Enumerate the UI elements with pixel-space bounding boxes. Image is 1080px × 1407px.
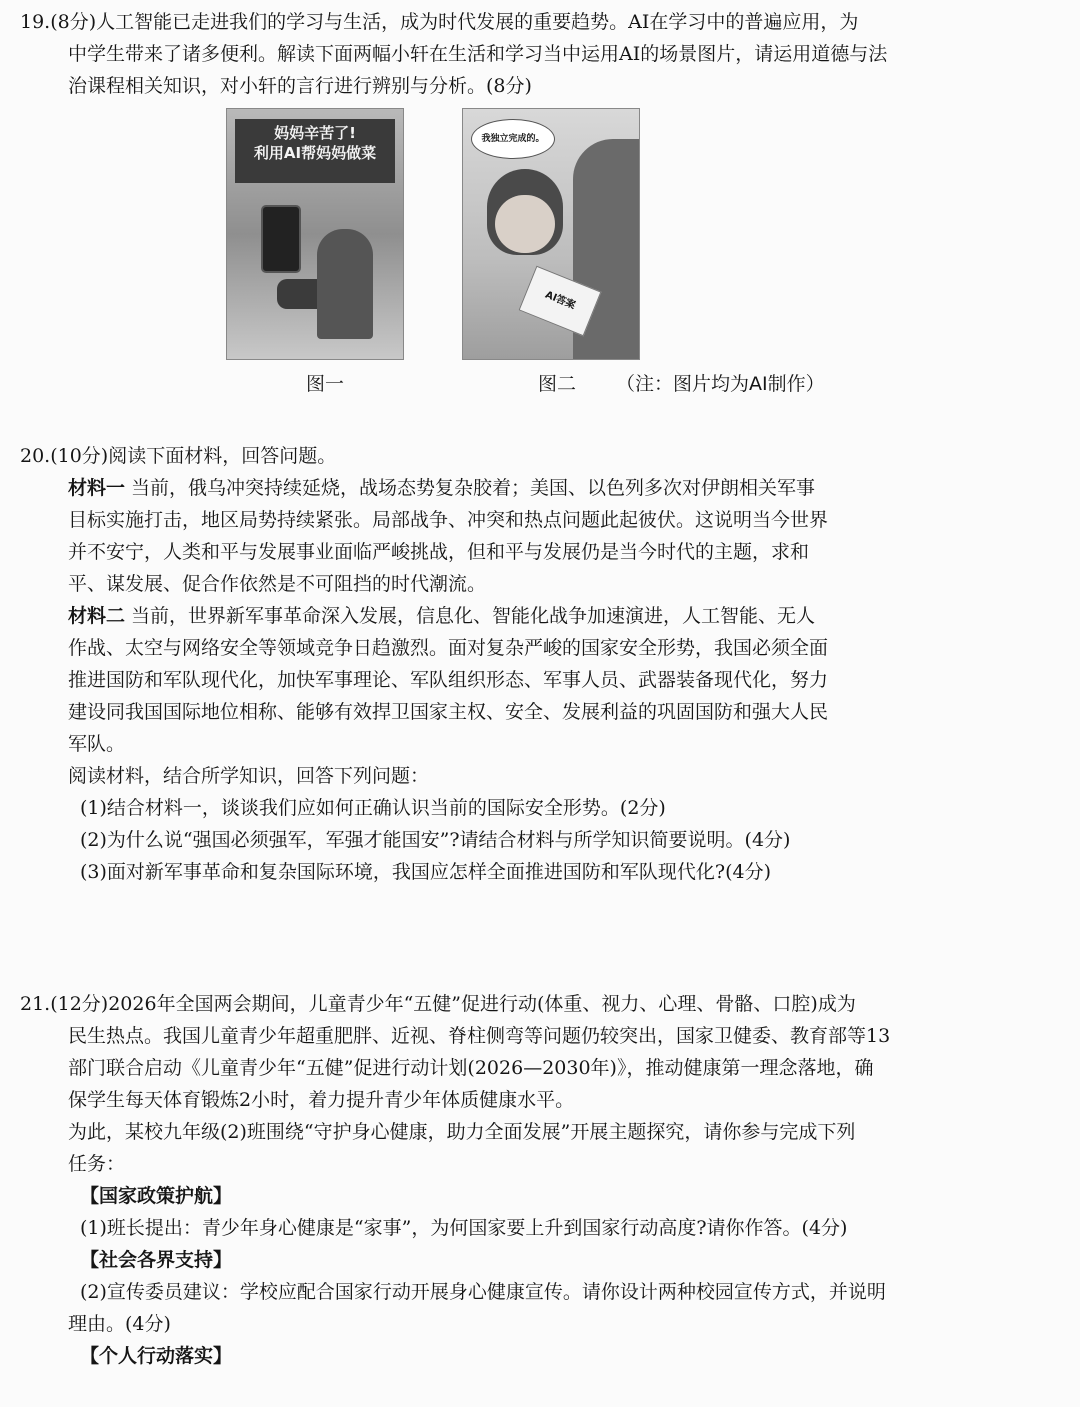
material-one-line: 当前，俄乌冲突持续延烧，战场态势复杂胶着；美国、以色列多次对伊朗相关军事 [125, 477, 816, 499]
q20-subquestion: (1)结合材料一，谈谈我们应如何正确认识当前的国际安全形势。(2分) [80, 797, 666, 819]
q21-stem-line: 民生热点。我国儿童青少年超重肥胖、近视、脊柱侧弯等问题仍较突出，国家卫健委、教育部等13 [68, 1025, 891, 1047]
q19-stem-line: 中学生带来了诸多便利。解读下面两幅小轩在生活和学习当中运用AI的场景图片，请运用道德与法 [68, 43, 888, 65]
material-one-line: 平、谋发展、促合作依然是不可阻挡的时代潮流。 [68, 573, 487, 595]
question-19 [20, 6, 1060, 440]
q20-subquestion: (2)为什么说“强国必须强军，军强才能国安”?请结合材料与所学知识简要说明。(4分) [80, 829, 791, 851]
answer-sheet: AI答案 [519, 266, 602, 337]
phone-icon [261, 205, 301, 273]
q21-stem-line: 部门联合启动《儿童青少年“五健”促进行动计划(2026—2030年)》，推动健康第一理念落地，确 [68, 1057, 874, 1079]
material-two-line: 当前，世界新军事革命深入发展，信息化、智能化战争加速演进，人工智能、无人 [125, 605, 816, 627]
section-heading-action: 【个人行动落实】 [80, 1345, 233, 1367]
child-face [495, 195, 555, 253]
q19-stem-line: 19.(8分)人工智能已走进我们的学习与生活，成为时代发展的重要趋势。AI在学习中的普遍应用，为 [20, 11, 859, 33]
figure-note: （注：图片均为AI制作） [616, 373, 825, 395]
q20-prompt: 阅读材料，结合所学知识，回答下列问题： [68, 765, 430, 787]
figure-two-caption: 图二 [538, 373, 577, 395]
material-two-line: 作战、太空与网络安全等领域竞争日趋激烈。面对复杂严峻的国家安全形势，我国必须全面 [68, 637, 829, 659]
figure-two-image [462, 108, 640, 360]
material-two-line: 推进国防和军队现代化，加快军事理论、军队组织形态、军事人员、武器装备现代化，努力 [68, 669, 829, 691]
speech-bubble: 我独立完成的。 [471, 119, 555, 159]
q19-figures [20, 108, 1060, 420]
section-heading-policy: 【国家政策护航】 [80, 1185, 233, 1207]
q21-subquestion: 理由。(4分) [68, 1313, 171, 1335]
child-figure [317, 229, 373, 339]
section-heading-support: 【社会各界支持】 [80, 1249, 233, 1271]
q21-subquestion: (2)宣传委员建议：学校应配合国家行动开展身心健康宣传。请你设计两种校园宣传方式，并说明 [80, 1281, 886, 1303]
q21-subquestion: (1)班长提出：青少年身心健康是“家事”，为何国家要上升到国家行动高度?请你作答。(4分) [80, 1217, 848, 1239]
q21-stem-line: 任务： [68, 1153, 126, 1175]
q20-intro: 20.(10分)阅读下面材料，回答问题。 [20, 445, 337, 467]
question-20 [20, 440, 1060, 988]
material-one-line: 并不安宁，人类和平与发展事业面临严峻挑战，但和平与发展仍是当今时代的主题，求和 [68, 541, 810, 563]
material-one-line: 目标实施打击，地区局势持续紧张。局部战争、冲突和热点问题此起彼伏。这说明当今世界 [68, 509, 829, 531]
material-two-label: 材料二 [68, 605, 126, 627]
material-two-line: 军队。 [68, 733, 126, 755]
material-one-label: 材料一 [68, 477, 126, 499]
figure-one-banner-line: 利用AI帮妈妈做菜 [253, 144, 377, 162]
q19-stem-line: 治课程相关知识，对小轩的言行进行辨别与分析。(8分) [68, 75, 532, 97]
figure-one-caption: 图一 [306, 373, 345, 395]
q21-stem-line: 保学生每天体育锻炼2小时，着力提升青少年体质健康水平。 [68, 1089, 575, 1111]
figure-one-banner [235, 119, 395, 183]
q21-stem-line: 21.(12分)2026年全国两会期间，儿童青少年“五健”促进行动(体重、视力、心理、骨骼、口腔)成为 [20, 993, 856, 1015]
figure-one-banner-line: 妈妈辛苦了! [274, 124, 356, 142]
question-21 [20, 988, 1060, 1372]
q21-stem-line: 为此，某校九年级(2)班围绕“守护身心健康，助力全面发展”开展主题探究，请你参与完成下列 [68, 1121, 856, 1143]
q20-subquestion: (3)面对新军事革命和复杂国际环境，我国应怎样全面推进国防和军队现代化?(4分) [80, 861, 772, 883]
material-two-line: 建设同我国国际地位相称、能够有效捍卫国家主权、安全、发展利益的巩固国防和强大人民 [68, 701, 829, 723]
figure-one-image [226, 108, 404, 360]
